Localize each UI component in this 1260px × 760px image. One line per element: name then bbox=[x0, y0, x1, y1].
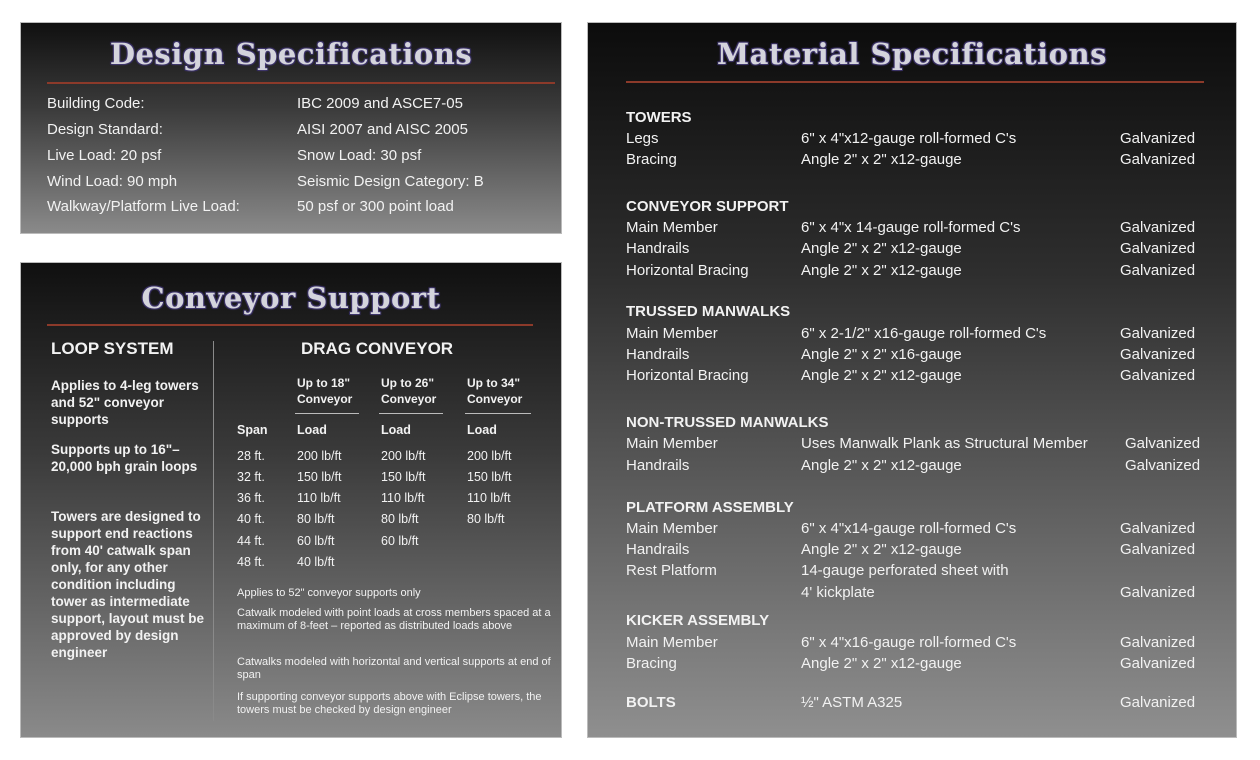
load-cell: 150 lb/ft bbox=[297, 470, 342, 484]
loop-item: Supports up to 16"– 20,000 bph grain loops bbox=[51, 442, 198, 474]
loop-item: Applies to 4-leg towers and 52" conveyor supports bbox=[51, 378, 199, 427]
design-divider bbox=[47, 82, 555, 84]
column-header: Up to 26" Conveyor bbox=[381, 376, 437, 406]
part-spec: Angle 2" x 2" x12-gauge bbox=[801, 151, 962, 168]
header-underline bbox=[379, 413, 443, 414]
design-value: 50 psf or 300 point load bbox=[297, 198, 454, 215]
column-header: Up to 34" Conveyor bbox=[467, 376, 523, 406]
column-divider bbox=[213, 341, 214, 721]
design-label: Live Load: 20 psf bbox=[47, 147, 162, 164]
part-name: Legs bbox=[626, 130, 659, 147]
load-cell: 150 lb/ft bbox=[381, 470, 426, 484]
part-name: Rest Platform bbox=[626, 562, 717, 579]
material-divider bbox=[626, 81, 1204, 83]
section-heading: CONVEYOR SUPPORT bbox=[626, 198, 789, 215]
part-finish: Galvanized bbox=[1120, 130, 1196, 147]
part-spec: Angle 2" x 2" x12-gauge bbox=[801, 367, 962, 384]
load-header: Load bbox=[297, 423, 327, 437]
column-header: Up to 18" Conveyor bbox=[297, 376, 353, 406]
part-spec: Angle 2" x 2" x16-gauge bbox=[801, 346, 962, 363]
part-spec: 6" x 4"x16-gauge roll-formed C's bbox=[801, 634, 1017, 651]
design-label: Building Code: bbox=[47, 95, 145, 112]
material-title: Material Specifications bbox=[717, 37, 1107, 71]
part-spec: Angle 2" x 2" x12-gauge bbox=[801, 655, 962, 672]
span-cell: 48 ft. bbox=[237, 555, 265, 569]
part-name: Horizontal Bracing bbox=[626, 262, 749, 279]
part-spec: Angle 2" x 2" x12-gauge bbox=[801, 240, 962, 257]
conveyor-support-panel bbox=[20, 262, 562, 738]
design-specifications-panel bbox=[20, 22, 562, 234]
design-value: Snow Load: 30 psf bbox=[297, 147, 422, 164]
bolts-heading: BOLTS bbox=[626, 694, 676, 711]
part-name: Main Member bbox=[626, 520, 718, 537]
part-name: Handrails bbox=[626, 346, 690, 363]
conveyor-divider bbox=[47, 324, 533, 326]
part-finish: Galvanized bbox=[1120, 240, 1196, 257]
load-header: Load bbox=[467, 423, 497, 437]
load-cell: 150 lb/ft bbox=[467, 470, 512, 484]
part-spec: Uses Manwalk Plank as Structural Member bbox=[801, 435, 1088, 452]
part-spec: 4' kickplate bbox=[801, 584, 875, 601]
part-spec: 6" x 4"x14-gauge roll-formed C's bbox=[801, 520, 1017, 537]
design-label: Walkway/Platform Live Load: bbox=[47, 198, 240, 215]
load-cell: 40 lb/ft bbox=[297, 555, 335, 569]
header-underline bbox=[465, 413, 531, 414]
load-cell: 110 lb/ft bbox=[381, 491, 425, 505]
part-spec: Angle 2" x 2" x12-gauge bbox=[801, 262, 962, 279]
span-cell: 28 ft. bbox=[237, 449, 265, 463]
conveyor-note: If supporting conveyor supports above with Eclipse towers, the towers must be checked by design engineer bbox=[237, 691, 542, 716]
part-finish: Galvanized bbox=[1120, 655, 1196, 672]
part-finish: Galvanized bbox=[1120, 541, 1196, 558]
part-name: Horizontal Bracing bbox=[626, 367, 749, 384]
design-value: AISI 2007 and AISC 2005 bbox=[297, 121, 468, 138]
conveyor-note: Applies to 52" conveyor supports only bbox=[237, 587, 421, 599]
conveyor-note: Catwalk modeled with point loads at cross members spaced at a maximum of 8-feet – reported as distributed loads above bbox=[237, 607, 551, 632]
part-finish: Galvanized bbox=[1120, 367, 1196, 384]
part-spec: Angle 2" x 2" x12-gauge bbox=[801, 457, 962, 474]
span-cell: 32 ft. bbox=[237, 470, 265, 484]
part-finish: Galvanized bbox=[1120, 151, 1196, 168]
part-spec: 14-gauge perforated sheet with bbox=[801, 562, 1009, 579]
part-finish: Galvanized bbox=[1120, 520, 1196, 537]
part-name: Main Member bbox=[626, 325, 718, 342]
part-name: Bracing bbox=[626, 151, 677, 168]
section-heading: KICKER ASSEMBLY bbox=[626, 612, 770, 629]
drag-conveyor-heading: DRAG CONVEYOR bbox=[301, 339, 454, 358]
conveyor-title: Conveyor Support bbox=[141, 281, 441, 315]
part-finish: Galvanized bbox=[1120, 634, 1196, 651]
part-name: Handrails bbox=[626, 541, 690, 558]
part-finish: Galvanized bbox=[1120, 584, 1196, 601]
part-spec: 6" x 2-1/2" x16-gauge roll-formed C's bbox=[801, 325, 1047, 342]
load-cell: 200 lb/ft bbox=[381, 449, 426, 463]
conveyor-note: Catwalks modeled with horizontal and vertical supports at end of span bbox=[237, 656, 551, 681]
part-spec: 6" x 4"x12-gauge roll-formed C's bbox=[801, 130, 1017, 147]
material-specifications-panel bbox=[587, 22, 1237, 738]
load-cell: 200 lb/ft bbox=[297, 449, 342, 463]
bolts-finish: Galvanized bbox=[1120, 694, 1196, 711]
load-cell: 110 lb/ft bbox=[467, 491, 511, 505]
part-name: Handrails bbox=[626, 240, 690, 257]
part-name: Main Member bbox=[626, 219, 718, 236]
section-heading: TOWERS bbox=[626, 109, 692, 126]
load-cell: 80 lb/ft bbox=[297, 512, 335, 526]
part-finish: Galvanized bbox=[1120, 346, 1196, 363]
load-cell: 110 lb/ft bbox=[297, 491, 341, 505]
span-cell: 44 ft. bbox=[237, 534, 265, 548]
part-name: Main Member bbox=[626, 435, 718, 452]
design-value: Seismic Design Category: B bbox=[297, 173, 484, 190]
part-finish: Galvanized bbox=[1125, 457, 1201, 474]
part-name: Bracing bbox=[626, 655, 677, 672]
load-header: Load bbox=[381, 423, 411, 437]
design-title: Design Specifications bbox=[109, 37, 473, 71]
section-heading: NON-TRUSSED MANWALKS bbox=[626, 414, 829, 431]
part-name: Handrails bbox=[626, 457, 690, 474]
part-finish: Galvanized bbox=[1125, 435, 1201, 452]
span-cell: 36 ft. bbox=[237, 491, 265, 505]
span-cell: 40 ft. bbox=[237, 512, 265, 526]
part-finish: Galvanized bbox=[1120, 262, 1196, 279]
load-cell: 80 lb/ft bbox=[381, 512, 419, 526]
part-finish: Galvanized bbox=[1120, 219, 1196, 236]
part-name: Main Member bbox=[626, 634, 718, 651]
design-label: Wind Load: 90 mph bbox=[47, 173, 178, 190]
header-underline bbox=[295, 413, 359, 414]
design-value: IBC 2009 and ASCE7-05 bbox=[297, 95, 463, 112]
section-heading: PLATFORM ASSEMBLY bbox=[626, 499, 794, 516]
load-cell: 200 lb/ft bbox=[467, 449, 512, 463]
load-cell: 60 lb/ft bbox=[297, 534, 335, 548]
load-cell: 80 lb/ft bbox=[467, 512, 505, 526]
design-label: Design Standard: bbox=[47, 121, 163, 138]
section-heading: TRUSSED MANWALKS bbox=[626, 303, 791, 320]
part-spec: 6" x 4"x 14-gauge roll-formed C's bbox=[801, 219, 1021, 236]
load-cell: 60 lb/ft bbox=[381, 534, 419, 548]
loop-item: Towers are designed to support end reactions from 40' catwalk span only, for any other condition including tower as intermediate support, layout must be approved by design engineer bbox=[51, 509, 205, 660]
bolts-spec: ½" ASTM A325 bbox=[801, 694, 903, 711]
part-spec: Angle 2" x 2" x12-gauge bbox=[801, 541, 962, 558]
span-header: Span bbox=[237, 423, 268, 437]
loop-system-heading: LOOP SYSTEM bbox=[51, 339, 174, 358]
part-finish: Galvanized bbox=[1120, 325, 1196, 342]
